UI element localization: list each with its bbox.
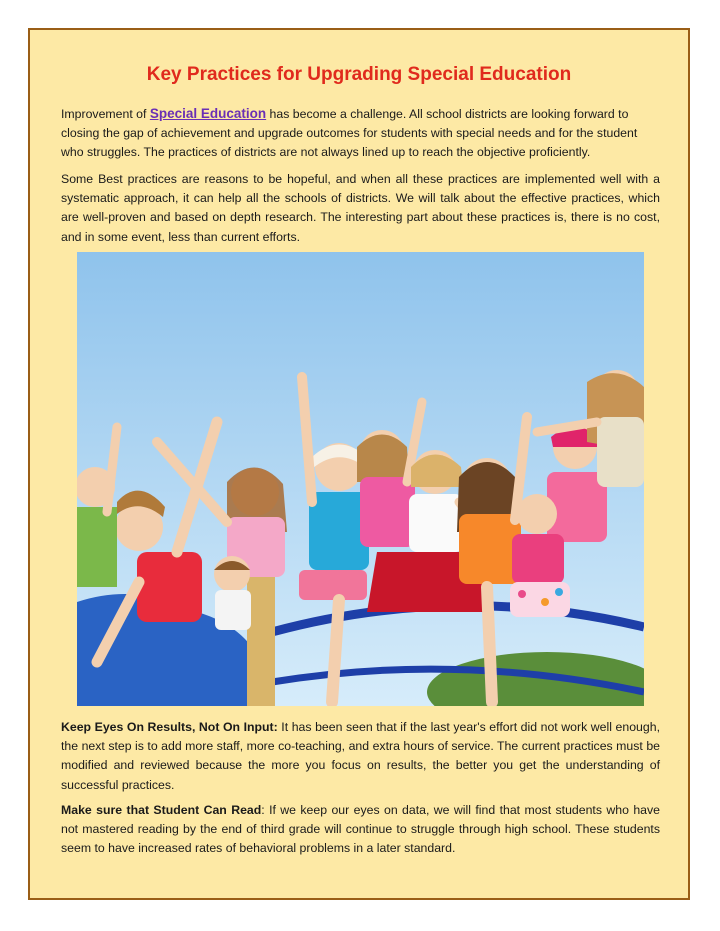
keep-eyes-on-results-paragraph: [61, 718, 660, 795]
keep-eyes-on-results-heading: Keep Eyes On Results, Not On Input:: [61, 720, 278, 734]
intro-paragraph: [61, 104, 660, 163]
student-can-read-paragraph: [61, 801, 660, 859]
special-education-link[interactable]: Special Education: [149, 106, 267, 121]
intro-text-after-link: has become a challenge. All school districts are looking forward to closing the gap of achievement and upgrade outcomes for students with special needs and for the student who struggles. The practices of districts are not always lined up to reach the objective proficiently.: [61, 107, 638, 160]
best-practices-paragraph: Some Best practices are reasons to be hopeful, and when all these practices are implemented well with a systematic approach, it can help all the schools of districts. We will talk about the effective practices, which are well-proven and based on depth research. The interesting part about these practices is, there is no cost, and in some event, less than current efforts.: [61, 172, 660, 244]
keep-eyes-on-results-body: It has been seen that if the last year's effort did not work well enough, the next step is to add more staff, more co-teaching, and extra hours of service. The current practices must be modified and reviewed because the more you focus on results, the better you get the understanding of successful practices.: [61, 720, 660, 792]
document-page: [28, 28, 690, 900]
student-can-read-body: : If we keep our eyes on data, we will find that most students who have not mastered reading by the end of third grade will continue to struggle through high school. These students seem to have increased rates of behavioral problems in a later standard.: [61, 803, 660, 856]
intro-text-before-link: Improvement of: [61, 107, 150, 121]
children-playground-photo: [77, 252, 644, 706]
page-title: Key Practices for Upgrading Special Education: [146, 64, 572, 85]
student-can-read-heading: Make sure that Student Can Read: [61, 803, 262, 817]
